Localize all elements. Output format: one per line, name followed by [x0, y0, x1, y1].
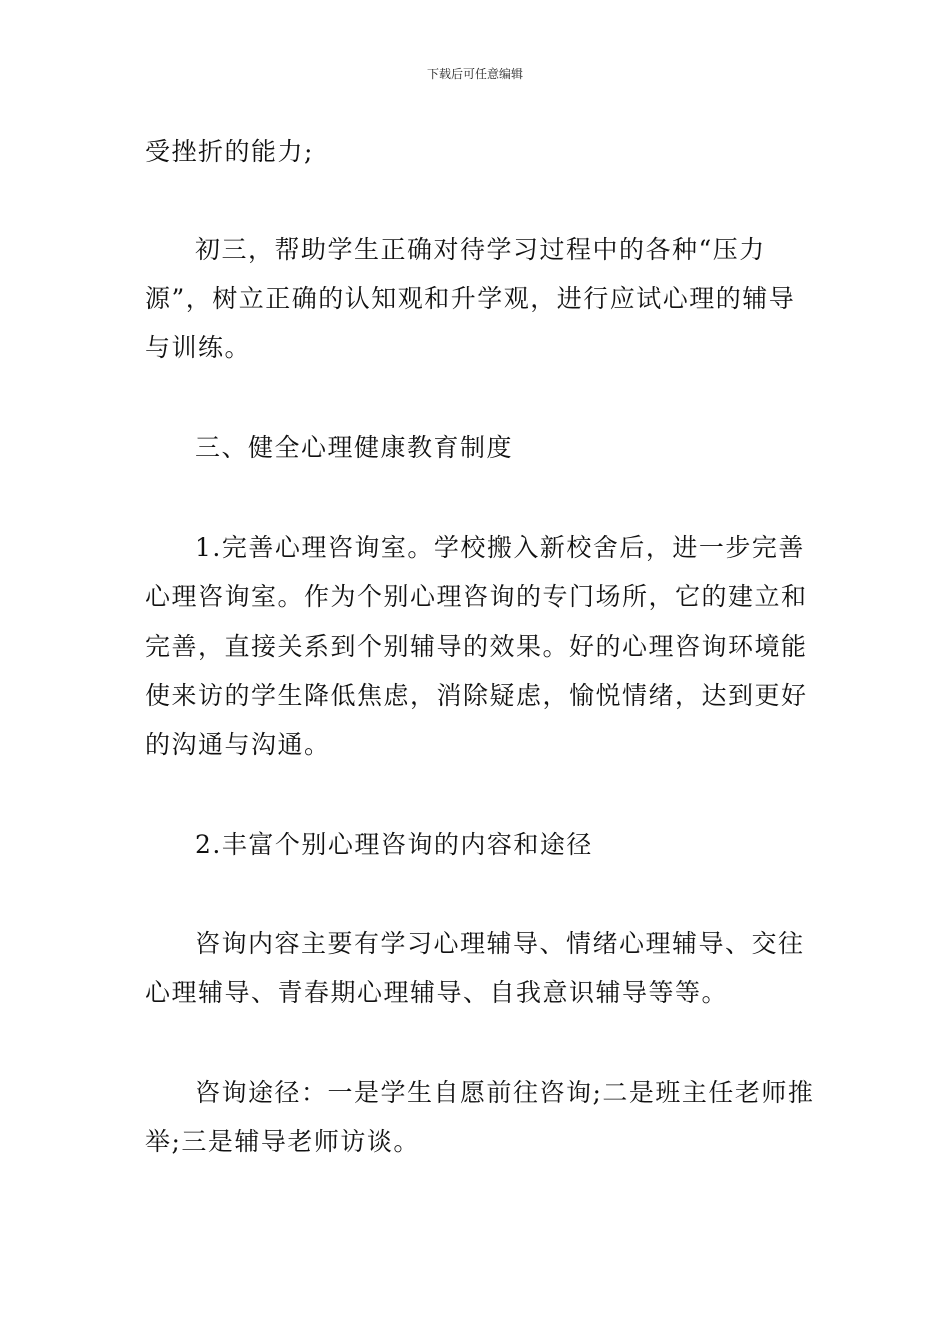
paragraph-line: 完善，直接关系到个别辅导的效果。好的心理咨询环境能 [145, 632, 808, 661]
paragraph-line: 咨询途径：一是学生自愿前往咨询;二是班主任老师推 [195, 1078, 815, 1107]
paragraph-line: 与训练。 [145, 333, 252, 362]
subsection-heading: 2.丰富个别心理咨询的内容和途径 [195, 830, 593, 859]
paragraph-line: 1.完善心理咨询室。学校搬入新校舍后，进一步完善 [195, 533, 805, 562]
paragraph-line: 使来访的学生降低焦虑，消除疑虑，愉悦情绪，达到更好 [145, 681, 808, 710]
page-header-note: 下载后可任意编辑 [426, 67, 523, 81]
paragraph-line: 心理咨询室。作为个别心理咨询的专门场所，它的建立和 [145, 582, 808, 611]
section-heading: 三、健全心理健康教育制度 [195, 433, 514, 462]
paragraph-line: 心理辅导、青春期心理辅导、自我意识辅导等等。 [145, 978, 729, 1007]
paragraph-line: 的沟通与沟通。 [145, 730, 331, 759]
paragraph-line: 举;三是辅导老师访谈。 [145, 1127, 420, 1156]
paragraph-line: 源”，树立正确的认知观和升学观，进行应试心理的辅导 [145, 284, 796, 313]
paragraph-line: 初三，帮助学生正确对待学习过程中的各种“压力 [195, 235, 766, 264]
paragraph-line: 咨询内容主要有学习心理辅导、情绪心理辅导、交往 [195, 929, 805, 958]
paragraph-line: 受挫折的能力; [145, 137, 314, 166]
